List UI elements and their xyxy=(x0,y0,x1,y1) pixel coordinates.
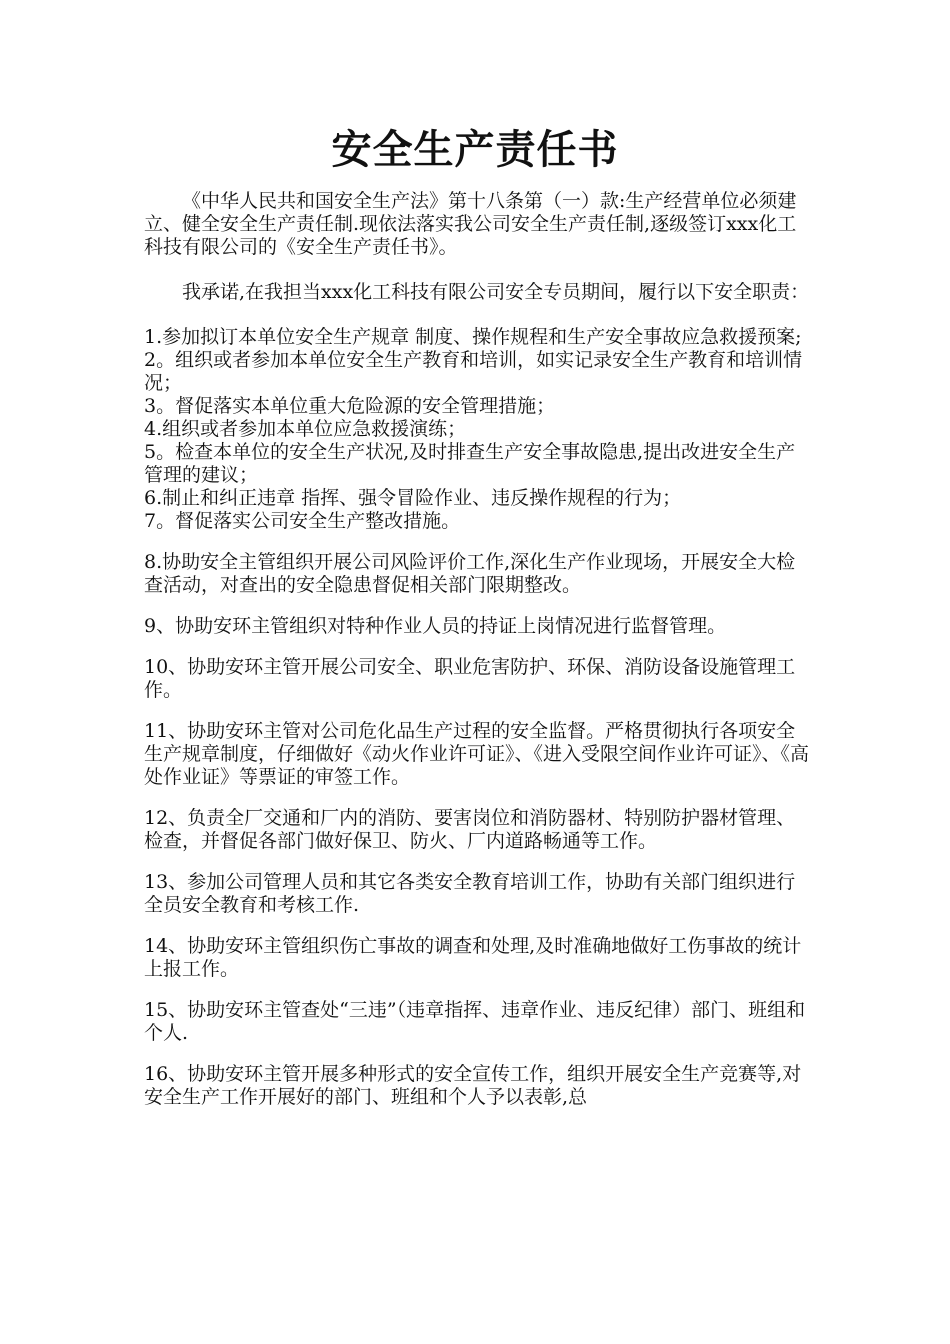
duty-item-6: 6.制止和纠正违章 指挥、强令冒险作业、违反操作规程的行为； xyxy=(144,487,682,509)
document-title: 安全生产责任书 xyxy=(331,126,619,173)
document-body xyxy=(144,190,814,1109)
duty-item-9: 9、协助安环主管组织对特种作业人员的持证上岗情况进行监督管理。 xyxy=(144,615,727,637)
duty-item-4: 4.组织或者参加本单位应急救援演练； xyxy=(144,418,467,440)
duty-item-16: 16、协助安环主管开展多种形式的安全宣传工作，组织开展安全生产竞赛等,对安全生产工作开展好的部门、班组和个人予以表彰,总 xyxy=(144,1063,802,1108)
pledge-paragraph: 我承诺,在我担当xxx化工科技有限公司安全专员期间，履行以下安全职责： xyxy=(182,281,810,303)
duty-item-5: 5。检查本单位的安全生产状况,及时排查生产安全事故隐患,提出改进安全生产管理的建议； xyxy=(144,441,796,486)
duty-item-8: 8.协助安全主管组织开展公司风险评价工作,深化生产作业现场，开展安全大检查活动，对查出的安全隐患督促相关部门限期整改。 xyxy=(144,551,796,596)
duty-item-7: 7。督促落实公司安全生产整改措施。 xyxy=(144,510,461,532)
duty-item-1: 1.参加拟订本单位安全生产规章 制度、操作规程和生产安全事故应急救援预案; xyxy=(144,326,802,348)
duty-item-15: 15、协助安环主管查处“三违”（违章指挥、违章作业、违反纪律）部门、班组和个人. xyxy=(144,999,806,1044)
duty-item-13: 13、参加公司管理人员和其它各类安全教育培训工作，协助有关部门组织进行全员安全教育和考核工作. xyxy=(144,871,796,916)
duty-item-12: 12、负责全厂交通和厂内的消防、要害岗位和消防器材、特别防护器材管理、检查，并督促各部门做好保卫、防火、厂内道路畅通等工作。 xyxy=(144,807,796,852)
duty-item-14: 14、协助安环主管组织伤亡事故的调查和处理,及时准确地做好工伤事故的统计上报工作。 xyxy=(144,935,802,980)
duty-item-11: 11、协助安环主管对公司危化品生产过程的安全监督。严格贯彻执行各项安全生产规章制度，仔细做好《动火作业许可证》、《进入受限空间作业许可证》、《高处作业证》等票证的审签工作。 xyxy=(144,720,810,788)
duty-item-3: 3。督促落实本单位重大危险源的安全管理措施； xyxy=(144,395,556,417)
duty-item-2: 2。组织或者参加本单位安全生产教育和培训，如实记录安全生产教育和培训情况； xyxy=(144,349,803,394)
duty-item-10: 10、协助安环主管开展公司安全、职业危害防护、环保、消防设备设施管理工作。 xyxy=(144,656,796,701)
intro-paragraph: 《中华人民共和国安全生产法》第十八条第（一）款:生产经营单位必须建立、健全安全生产责任制.现依法落实我公司安全生产责任制,逐级签订xxx化工科技有限公司的《安全生产责任书》。 xyxy=(144,190,797,258)
